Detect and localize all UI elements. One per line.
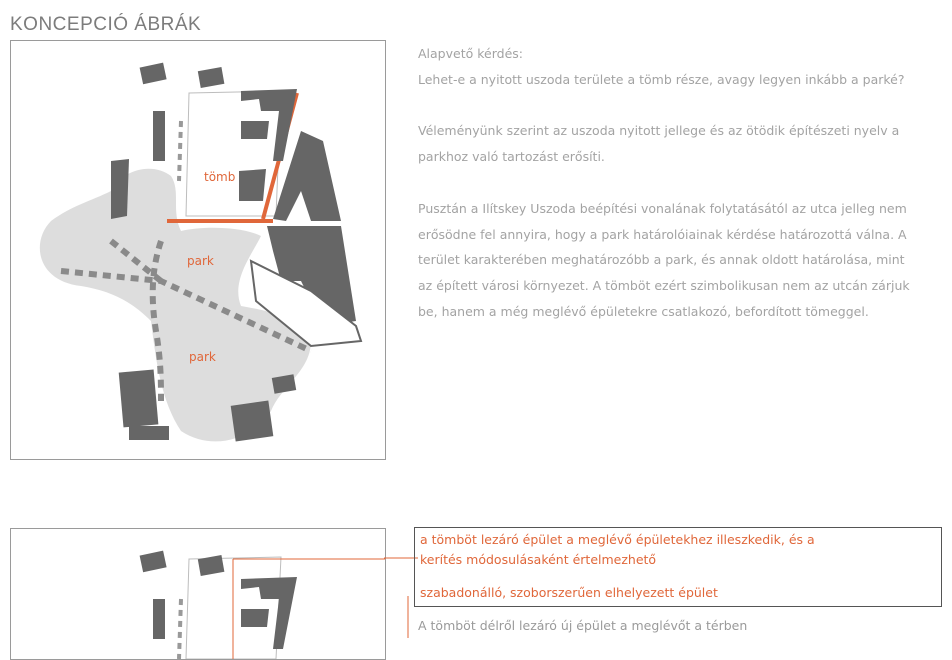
callout-line-3: szabadonálló, szoborszerűen elhelyezett épület xyxy=(420,585,718,600)
concept-diagram-1 xyxy=(10,40,386,460)
site-plan-diagram xyxy=(11,41,385,459)
concept-text xyxy=(418,41,918,325)
building xyxy=(119,370,159,428)
label-park-upper: park xyxy=(187,254,214,268)
question-paragraph xyxy=(418,41,918,93)
question-body: Lehet-e a nyitott uszoda területe a tömb része, avagy legyen inkább a parké? xyxy=(418,71,905,87)
building xyxy=(111,159,129,219)
building xyxy=(231,401,274,442)
callout-line-1: a tömböt lezáró épület a meglévő épületekhez illeszkedik, és a xyxy=(420,532,815,547)
building xyxy=(198,67,225,88)
question-title: Alapvető kérdés: xyxy=(418,46,523,61)
building xyxy=(241,121,269,139)
building xyxy=(153,111,165,161)
opinion-paragraph: Véleményünk szerint az uszoda nyitott jellege és az ötödik építészeti nyelv a parkhoz való tartozást erősíti. xyxy=(418,123,900,165)
building xyxy=(198,555,225,576)
label-park-lower: park xyxy=(189,350,216,364)
label-tomb: tömb xyxy=(204,170,236,184)
building xyxy=(129,426,169,440)
path-dashed xyxy=(179,121,181,181)
explanation-paragraph: Pusztán a Ilítskey Uszoda beépítési vonalának folytatásától az utca jelleg nem erősödne fel annyira, hogy a park határolóiainak kérdése határozottá válna. A terület karakterében meghatározóbb a park, és annak oldott határolása, mint az épített városi környezet. A tömböt ezért szimbolikusan nem az utcán zárjuk be, hanem a még meglévő épületekre csatlakozó, befordított tömeggel. xyxy=(418,200,910,319)
section-title: KONCEPCIÓ ÁBRÁK xyxy=(10,14,202,35)
building xyxy=(140,63,167,85)
building xyxy=(239,169,266,201)
bottom-text: A tömböt délről lezáró új épület a meglévőt a térben xyxy=(418,618,748,633)
path-dashed xyxy=(179,599,181,659)
callout-line-2: kerítés módosulásaként értelmezhető xyxy=(420,552,657,567)
building xyxy=(153,599,165,639)
building xyxy=(241,609,269,627)
building xyxy=(140,551,167,573)
site-plan-diagram-2 xyxy=(11,529,385,659)
concept-diagram-2 xyxy=(10,528,386,660)
